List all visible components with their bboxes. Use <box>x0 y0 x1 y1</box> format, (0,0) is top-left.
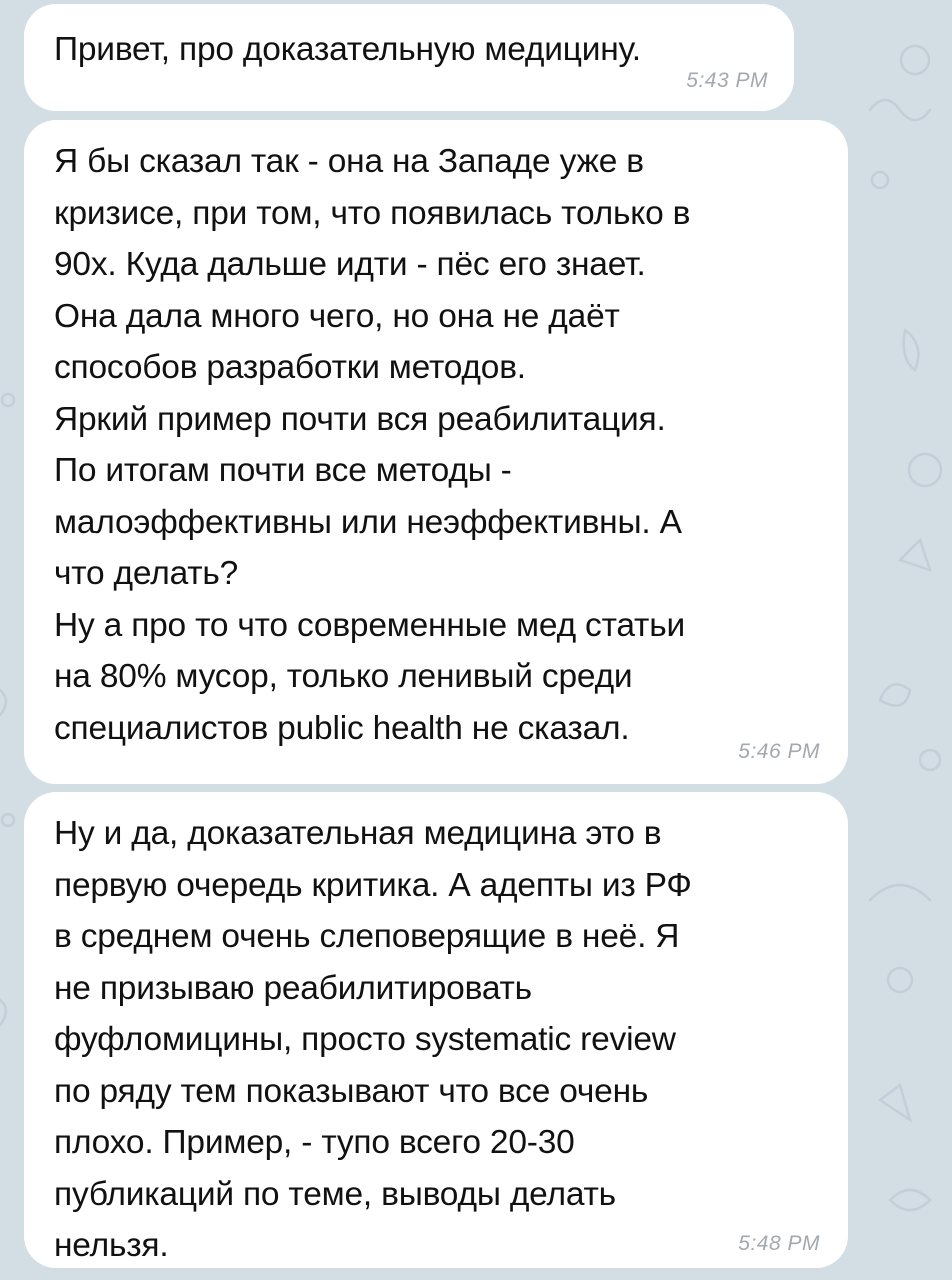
message-bubble[interactable] <box>24 4 794 111</box>
message-text: Ну и да, доказательная медицина это в первую очередь критика. А адепты из РФ в среднем очень слеповерящие в неё. Я не призываю реабилитировать фуфломицины, просто systematic review по ряду тем показывают что все очень плохо. Пример, - тупо всего 20-30 публикаций по теме, выводы делать нельзя. <box>54 815 692 1264</box>
message-time: 5:43 PM <box>686 69 768 92</box>
message-time: 5:48 PM <box>738 1232 820 1255</box>
message-bubble[interactable] <box>24 120 848 784</box>
message-text: Я бы сказал так - она на Западе уже в кризисе, при том, что появилась только в 90х. Куда дальше идти - пёс его знает. Она дала много чего, но она не даёт способов разработки методов. Яркий пример почти вся реабилитация. По итогам почти все методы - малоэффективны или неэффективны. А что делать? Ну а про то что современные мед статьи на 80% мусор, только ленивый среди специалистов public health не сказал. <box>54 143 691 747</box>
message-text: Привет, про доказательную медицину. <box>54 31 641 68</box>
message-time: 5:46 PM <box>738 740 820 763</box>
message-bubble[interactable] <box>24 792 848 1268</box>
